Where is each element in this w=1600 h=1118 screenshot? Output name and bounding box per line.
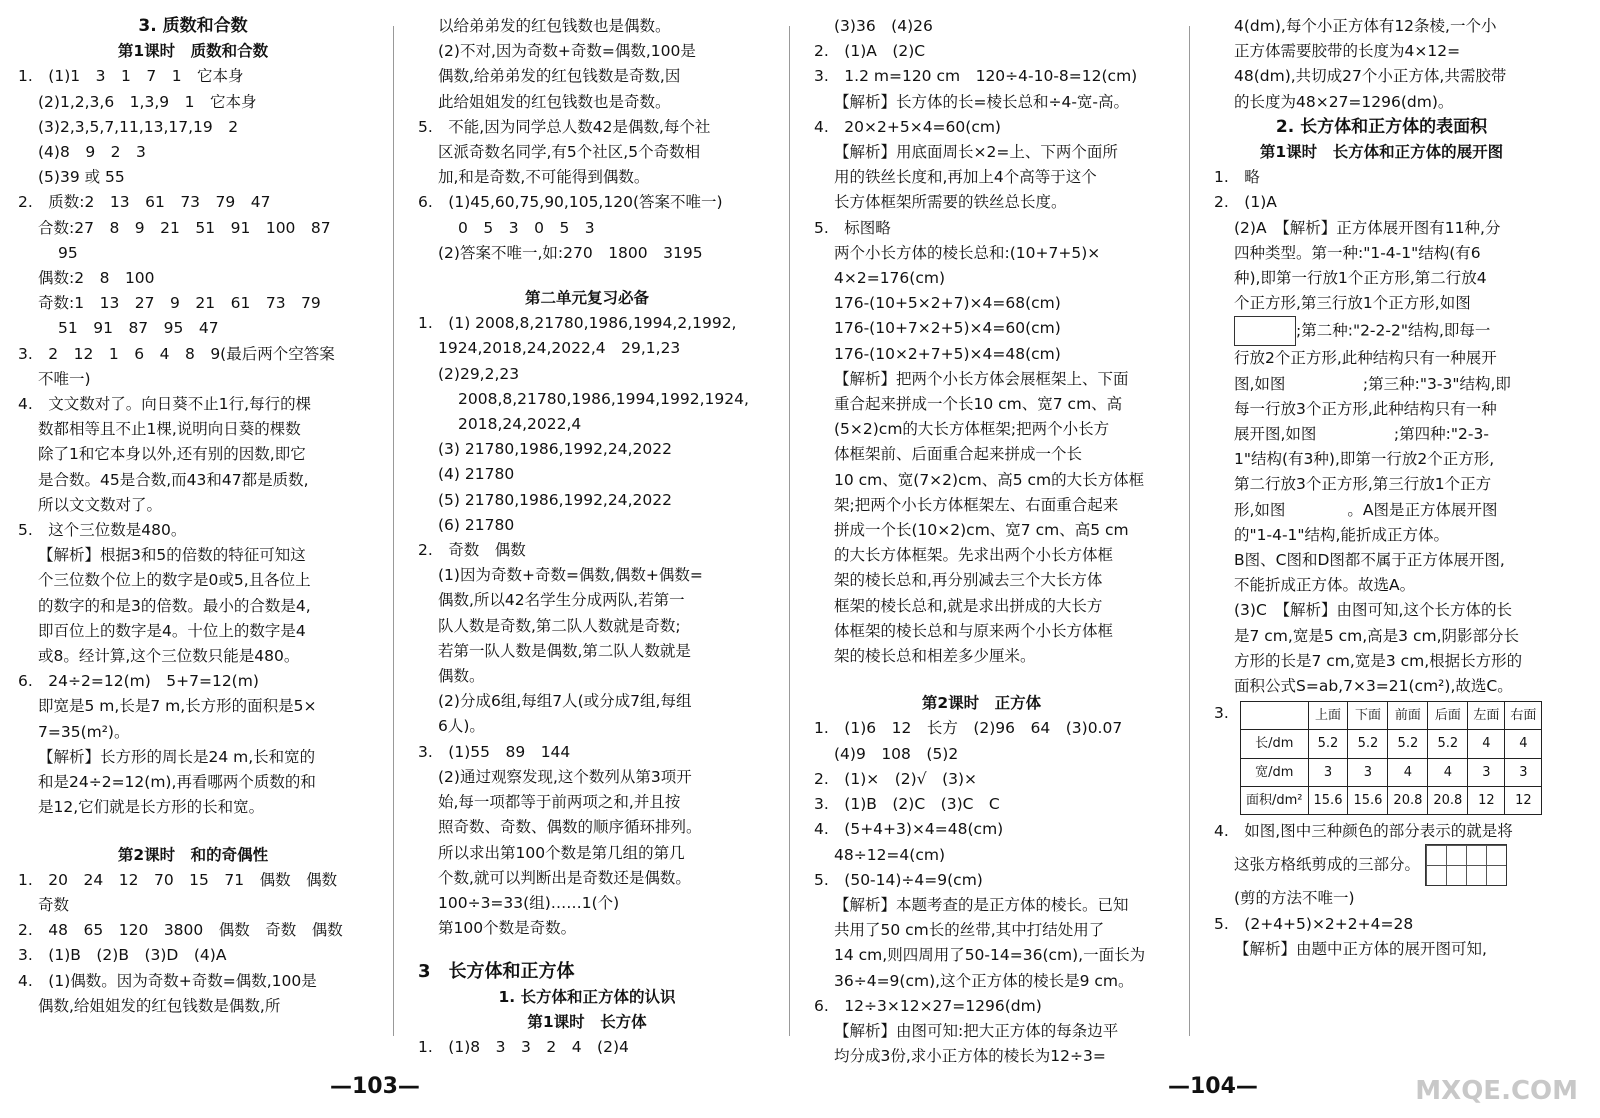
answer-line: 两个小长方体的棱长总和:(10+7+5)×	[834, 243, 1101, 262]
answer-line: 即宽是5 m,长是7 m,长方形的面积是5×	[38, 697, 317, 716]
answer-line: (1)因为奇数+奇数=偶数,偶数+偶数=	[438, 566, 703, 585]
answer-line: 合数:27 8 9 21 51 91 100 87	[38, 218, 331, 237]
answer-line: 数都相等且不止1棵,说明向日葵的棵数	[38, 420, 301, 439]
answer-line: 偶数,所以42名学生分成两队,若第一	[438, 591, 685, 610]
analysis-line: 的大长方体框架。先求出两个小长方体框	[834, 546, 1114, 565]
answer-line: 是合数。45是合数,而43和47都是质数,	[38, 470, 309, 489]
watermark: MXQE.COM	[1415, 1076, 1578, 1106]
cut-grid-figure	[1425, 844, 1507, 886]
answer-line: 以给弟弟发的红包钱数也是偶数。	[438, 17, 671, 35]
answer-line: 3. (1)B (2)B (3)D (4)A	[18, 946, 227, 965]
section-title: 1. 长方体和正方体的认识	[498, 987, 676, 1006]
answer-line: 3. 1.2 m=120 cm 120÷4-10-8=12(cm)	[814, 67, 1138, 86]
analysis-line: 【解析】用底面周长×2=上、下两个面所	[834, 143, 1118, 162]
analysis-line: 每一行放3个正方形,此种结构只有一种	[1234, 399, 1497, 418]
column-divider	[393, 26, 394, 1036]
analysis-line: 架的棱长总和相差多少厘米。	[834, 647, 1036, 666]
table-cell: 15.6	[1348, 786, 1388, 814]
answer-line: (3)C 【解析】由图可知,这个长方体的长	[1234, 601, 1512, 620]
analysis-line: 框架的棱长总和,就是求出拼成的大长方	[834, 596, 1103, 615]
answer-line: 0 5 3 0 5 3	[458, 218, 595, 237]
analysis-line: 10 cm、宽(7×2)cm、高5 cm的大长方体框	[834, 470, 1145, 489]
analysis-line: 【解析】根据3和5的倍数的特征可知这	[38, 546, 306, 565]
column-divider	[1189, 26, 1190, 1036]
answer-line: 6. 24÷2=12(m) 5+7=12(m)	[18, 672, 259, 691]
answer-line: 2018,24,2022,4	[458, 415, 582, 434]
answer-line: 所以文文数对了。	[38, 495, 163, 514]
analysis-line: 和是24÷2=12(m),再看哪两个质数的和	[38, 773, 316, 792]
surface-area-table	[1240, 701, 1542, 815]
answer-line: 1. (1)6 12 长方 (2)96 64 (3)0.07	[814, 719, 1123, 738]
answer-line: 2. (1)A	[1214, 193, 1277, 212]
question-number: 3.	[1214, 704, 1229, 723]
table-cell: 右面	[1505, 702, 1542, 730]
answer-line: 176-(10+7×2+5)×4=60(cm)	[834, 319, 1061, 338]
table-cell: 4	[1505, 730, 1542, 758]
answer-line: 6. 12÷3×12×27=1296(dm)	[814, 996, 1042, 1015]
answer-line: 所以求出第100个数是第几组的第几	[438, 843, 685, 862]
analysis-line: 架的棱长总和,再分别减去三个大长方体	[834, 571, 1103, 590]
table-row	[1241, 758, 1542, 786]
table-cell: 12	[1505, 786, 1542, 814]
answer-line: 2. (1)× (2)√ (3)×	[814, 769, 978, 788]
answer-line: (3)2,3,5,7,11,13,17,19 2	[38, 117, 239, 136]
analysis-line: 14 cm,则四周用了50-14=36(cm),一面长为	[834, 946, 1146, 965]
table-row	[1241, 730, 1542, 758]
table-cell: 长/dm	[1241, 730, 1309, 758]
table-cell: 5.2	[1388, 730, 1428, 758]
answer-line: 区派奇数名同学,有5个社区,5个奇数相	[438, 143, 701, 162]
answer-line: 1. (1) 2008,8,21780,1986,1994,2,1992,	[418, 314, 737, 333]
answer-line: 第100个数是奇数。	[438, 919, 577, 938]
answer-line: (5) 21780,1986,1992,24,2022	[438, 490, 672, 509]
answer-line: 1. (1)8 3 3 2 4 (2)4	[418, 1037, 629, 1056]
chapter-title: 3 长方体和正方体	[418, 961, 575, 983]
answer-line: 此给姐姐发的红包钱数也是奇数。	[438, 92, 671, 111]
analysis-line: 重合起来拼成一个长10 cm、宽7 cm、高	[834, 395, 1123, 414]
table-cell: 后面	[1428, 702, 1468, 730]
review-title: 第二单元复习必备	[524, 289, 649, 308]
table-cell: 3	[1505, 758, 1542, 786]
lesson-title: 第1课时 质数和合数	[117, 42, 269, 61]
analysis-line: 个三位数个位上的数字是0或5,且各位上	[38, 571, 311, 590]
analysis-line: 1"结构(有3种),即第一行放2个正方形,	[1234, 450, 1495, 469]
answer-line: 3. (1)55 89 144	[418, 742, 571, 761]
analysis-line: 即百位上的数字是4。十位上的数字是4	[38, 621, 306, 640]
analysis-line: 行放2个正方形,此种结构只有一种展开	[1234, 349, 1497, 368]
answer-line: 始,每一项都等于前两项之和,并且按	[438, 793, 681, 812]
answer-line: 1. 略	[1214, 168, 1260, 187]
analysis-line: 【解析】把两个小长方体会展框架上、下面	[834, 369, 1129, 388]
analysis-line: 共用了50 cm长的丝带,其中打结处用了	[834, 921, 1105, 940]
analysis-line: 体框架前、后面重合起来拼成一个长	[834, 445, 1083, 464]
table-cell: 4	[1388, 758, 1428, 786]
answer-line: 5. 标图略	[814, 218, 891, 237]
table-cell: 15.6	[1308, 786, 1348, 814]
answer-line: 4×2=176(cm)	[834, 269, 945, 288]
answer-line: 1. 20 24 12 70 15 71 偶数 偶数	[18, 870, 338, 889]
answer-line: 偶数。	[438, 667, 485, 686]
analysis-line: ;第二种:"2-2-2"结构,即每一	[1214, 316, 1549, 346]
answer-line: 队人数是奇数,第二队人数就是奇数;	[438, 616, 681, 635]
analysis-line: 图,如图 ;第三种:"3-3"结构,即	[1234, 374, 1511, 393]
answer-line: 除了1和它本身以外,还有别的因数,即它	[38, 445, 306, 464]
analysis-line: 展开图,如图 ;第四种:"2-3-	[1234, 425, 1489, 444]
section-title: 2. 长方体和正方体的表面积	[1275, 116, 1488, 137]
answer-line: 2. 48 65 120 3800 偶数 奇数 偶数	[18, 921, 343, 940]
analysis-line: 48(dm),共切成27个小正方体,共需胶带	[1234, 67, 1507, 86]
column-4	[1214, 14, 1549, 962]
answer-line: (2)分成6组,每组7人(或分成7组,每组	[438, 692, 692, 711]
answer-line: 4. 20×2+5×4=60(cm)	[814, 117, 1001, 136]
answer-line: 奇数:1 13 27 9 21 61 73 79	[38, 294, 321, 313]
analysis-line: 四种类型。第一种:"1-4-1"结构(有6	[1234, 243, 1481, 262]
analysis-line: 不能折成正方体。故选A。	[1234, 576, 1416, 595]
analysis-line: 面积公式S=ab,7×3=21(cm²),故选C。	[1234, 677, 1513, 696]
table-cell: 下面	[1348, 702, 1388, 730]
answer-line: (3)36 (4)26	[834, 17, 933, 35]
analysis-line: 方形的长是7 cm,宽是3 cm,根据长方形的	[1234, 651, 1523, 670]
answer-line: 5. (50-14)÷4=9(cm)	[814, 870, 983, 889]
answer-line: 5. 这个三位数是480。	[18, 521, 187, 540]
answer-line: 1924,2018,24,2022,4 29,1,23	[438, 339, 681, 358]
answer-line: 176-(10+5×2+7)×4=68(cm)	[834, 294, 1061, 313]
lesson-title: 第2课时 和的奇偶性	[117, 845, 269, 864]
page-number-right: —104—	[1168, 1074, 1258, 1099]
answer-line: 176-(10×2+7+5)×4=48(cm)	[834, 344, 1061, 363]
answer-line: 4. (1)偶数。因为奇数+奇数=偶数,100是	[18, 971, 317, 990]
table-cell: 5.2	[1428, 730, 1468, 758]
analysis-line: 均分成3份,求小正方体的棱长为12÷3=	[834, 1047, 1106, 1066]
table-cell: 20.8	[1428, 786, 1468, 814]
table-cell: 左面	[1468, 702, 1505, 730]
lesson-title: 第1课时 长方体	[527, 1012, 647, 1031]
answer-line: (6) 21780	[438, 515, 515, 534]
answer-line: 48÷12=4(cm)	[834, 845, 945, 864]
analysis-line: 是12,它们就是长方形的长和宽。	[38, 798, 265, 817]
analysis-line: 的长度为48×27=1296(dm)。	[1234, 92, 1454, 111]
analysis-line: 36÷4=9(cm),这个正方体的棱长是9 cm。	[834, 971, 1134, 990]
analysis-line: 种),即第一行放1个正方形,第二行放4	[1234, 269, 1487, 288]
answer-line: 不唯一)	[38, 369, 91, 388]
cube-net-figure	[1234, 316, 1296, 346]
analysis-line: 架;把两个小长方体框架左、右面重合起来	[834, 495, 1119, 514]
answer-line: 2008,8,21780,1986,1994,1992,1924,	[458, 389, 749, 408]
page-number-left: —103—	[330, 1074, 420, 1099]
answer-line: 6人)。	[438, 717, 485, 736]
section-title: 3. 质数和合数	[138, 16, 248, 36]
analysis-line: 个正方形,第三行放1个正方形,如图	[1234, 294, 1471, 313]
table-cell: 4	[1428, 758, 1468, 786]
answer-line: 奇数	[38, 895, 70, 914]
answer-line: 4. 文文数对了。向日葵不止1行,每行的棵	[18, 395, 312, 414]
answer-line: (4) 21780	[438, 465, 515, 484]
table-cell: 宽/dm	[1241, 758, 1309, 786]
answer-line: (2)1,2,3,6 1,3,9 1 它本身	[38, 92, 257, 111]
analysis-line: 长方体框架所需要的铁丝总长度。	[834, 193, 1067, 212]
answer-line: 4. 如图,图中三种颜色的部分表示的就是将	[1214, 822, 1513, 841]
table-cell: 20.8	[1388, 786, 1428, 814]
answer-line: (2)答案不唯一,如:270 1800 3195	[438, 243, 703, 262]
table-cell: 12	[1468, 786, 1505, 814]
analysis-line: 【解析】长方形的周长是24 m,长和宽的	[38, 747, 316, 766]
surface-area-table-block	[1214, 701, 1549, 815]
answer-line: 100÷3=33(组)……1(个)	[438, 893, 620, 912]
analysis-line: 【解析】由图可知:把大正方体的每条边平	[834, 1021, 1119, 1040]
analysis-line: 是7 cm,宽是5 cm,高是3 cm,阴影部分长	[1234, 626, 1520, 645]
column-2	[418, 14, 756, 1060]
table-cell: 5.2	[1348, 730, 1388, 758]
analysis-line: (5×2)cm的大长方体框架;把两个小长方	[834, 420, 1110, 439]
answer-line: (2)29,2,23	[438, 364, 520, 383]
analysis-line: 【解析】长方体的长=棱长总和÷4-宽-高。	[834, 92, 1130, 111]
answer-line: 6. (1)45,60,75,90,105,120(答案不唯一)	[418, 193, 723, 212]
lesson-title: 第2课时 正方体	[921, 694, 1042, 713]
table-cell: 前面	[1388, 702, 1428, 730]
answer-line: 5. (2+4+5)×2+2+4=28	[1214, 914, 1414, 933]
analysis-line: 用的铁丝长度和,再加上4个高等于这个	[834, 168, 1097, 187]
table-header-row	[1241, 702, 1542, 730]
lesson-title: 第1课时 长方体和正方体的展开图	[1259, 143, 1504, 162]
answer-line: 3. 2 12 1 6 4 8 9(最后两个空答案	[18, 344, 335, 363]
answer-line: 1. (1)1 3 1 7 1 它本身	[18, 67, 244, 86]
answer-line: (5)39 或 55	[38, 168, 125, 187]
answer-line: 51 91 87 95 47	[58, 319, 219, 338]
answer-line: 这张方格纸剪成的三部分。	[1214, 844, 1549, 886]
analysis-line: 体框架的棱长总和与原来两个小长方体框	[834, 621, 1114, 640]
table-cell: 上面	[1308, 702, 1348, 730]
analysis-line: 【解析】由题中正方体的展开图可知,	[1234, 939, 1487, 958]
answer-line: 照奇数、奇数、偶数的顺序循环排列。	[438, 818, 702, 837]
answer-line: 2. (1)A (2)C	[814, 42, 926, 61]
answer-line: (4)9 108 (5)2	[834, 744, 959, 763]
analysis-line: 正方体需要胶带的长度为4×12=	[1234, 42, 1461, 61]
answer-line: 2. 奇数 偶数	[418, 541, 526, 560]
answer-line: (4)8 9 2 3	[38, 143, 146, 162]
analysis-line: 拼成一个长(10×2)cm、宽7 cm、高5 cm	[834, 521, 1129, 540]
analysis-line: 4(dm),每个小正方体有12条棱,一个小	[1234, 17, 1497, 35]
answer-line: 5. 不能,因为同学总人数42是偶数,每个社	[418, 117, 711, 136]
analysis-line: 【解析】本题考查的是正方体的棱长。已知	[834, 895, 1129, 914]
answer-line: 4. (5+4+3)×4=48(cm)	[814, 820, 1004, 839]
table-cell: 4	[1468, 730, 1505, 758]
answer-line: (2)不对,因为奇数+奇数=偶数,100是	[438, 42, 696, 61]
answer-line: (2)A 【解析】正方体展开图有11种,分	[1234, 218, 1501, 237]
analysis-line: 形,如图 。A图是正方体展开图	[1234, 500, 1498, 519]
analysis-line: 或8。经计算,这个三位数只能是480。	[38, 647, 300, 666]
analysis-line: 第二行放3个正方形,第三行放1个正方	[1234, 475, 1492, 494]
analysis-line: B图、C图和D图都不属于正方体展开图,	[1234, 551, 1505, 570]
table-cell: 5.2	[1308, 730, 1348, 758]
table-cell: 3	[1468, 758, 1505, 786]
column-1	[18, 14, 368, 1019]
answer-line: (2)通过观察发现,这个数列从第3项开	[438, 767, 692, 786]
column-3	[814, 14, 1149, 1069]
table-cell: 3	[1348, 758, 1388, 786]
answer-line: 7=35(m²)。	[38, 722, 130, 741]
answer-line: 3. (1)B (2)C (3)C C	[814, 795, 1000, 814]
analysis-line: 的"1-4-1"结构,能折成正方体。	[1234, 525, 1449, 544]
answer-line: 偶数,给姐姐发的红包钱数是偶数,所	[38, 996, 281, 1015]
answer-line: 偶数,给弟弟发的红包钱数是奇数,因	[438, 67, 681, 86]
answer-line: 2. 质数:2 13 61 73 79 47	[18, 193, 271, 212]
answer-line: 若第一队人数是偶数,第二队人数就是	[438, 641, 691, 660]
answer-line: 个数,就可以判断出是奇数还是偶数。	[438, 868, 691, 887]
table-cell: 面积/dm²	[1241, 786, 1309, 814]
answer-line: 95	[58, 243, 78, 262]
answer-line: 加,和是奇数,不可能得到偶数。	[438, 168, 650, 187]
column-divider	[789, 26, 790, 1036]
table-cell	[1241, 702, 1309, 730]
answer-line: (剪的方法不唯一)	[1234, 889, 1355, 908]
table-cell: 3	[1308, 758, 1348, 786]
analysis-line: 的数字的和是3的倍数。最小的合数是4,	[38, 596, 311, 615]
table-row	[1241, 786, 1542, 814]
answer-line: 偶数:2 8 100	[38, 269, 155, 288]
answer-line: (3) 21780,1986,1992,24,2022	[438, 440, 672, 459]
